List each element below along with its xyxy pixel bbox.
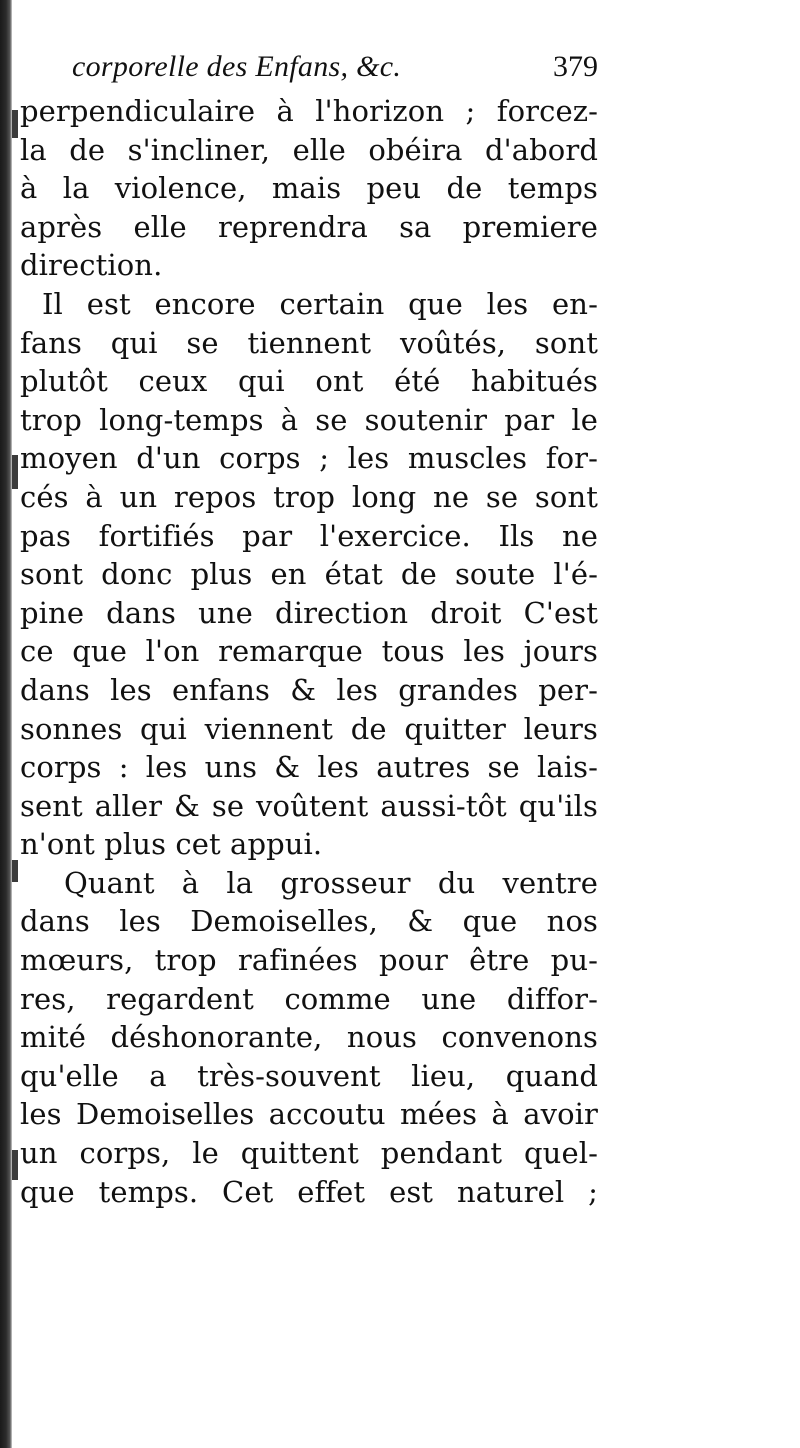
text-line: après elle reprendra sa premiere [20,209,598,244]
text-line: pine dans une direction droit C'est [20,595,598,630]
scan-artifact [12,860,18,882]
text-line: la de s'incliner, elle obéira d'abord [20,132,598,167]
text-line: pas fortifiés par l'exercice. Ils ne [20,518,598,553]
text-line: res, regardent comme une diffor- [20,981,598,1016]
text-line: sont donc plus en état de soute l'é- [20,557,598,592]
text-line: plutôt ceux qui ont été habitués [20,364,598,399]
page-gutter-shadow [0,0,12,1448]
text-line: n'ont plus cet appui. [20,827,323,862]
text-line: moyen d'un corps ; les muscles for- [20,441,598,476]
text-line: mœurs, trop rafinées pour être pu- [20,943,598,978]
paragraph-3 [20,864,598,1211]
scan-artifact [12,110,18,138]
running-head: corporelle des Enfans, &c. [72,50,402,83]
text-line: mité déshonorante, nous convenons [20,1020,598,1055]
text-line: corps : les uns & les autres se lais- [20,750,598,785]
text-line: un corps, le quittent pendant quel- [20,1136,598,1171]
book-page [20,42,598,1211]
text-line: perpendiculaire à l'horizon ; forcez- [20,94,598,128]
text-line: les Demoiselles accoutu mées à avoir [20,1097,598,1132]
text-line: cés à un repos trop long ne se sont [20,479,598,514]
page-number: 379 [553,50,598,83]
text-line: ce que l'on remarque tous les jours [20,634,598,669]
text-line: qu'elle a très-souvent lieu, quand [20,1058,598,1093]
scan-artifact [12,1150,18,1180]
text-line: à la violence, mais peu de temps [20,171,598,206]
text-line: sonnes qui viennent de quitter leurs [20,711,598,746]
scan-artifact [12,455,18,489]
text-line: trop long-temps à se soutenir par le [20,402,598,437]
text-line: dans les Demoiselles, & que nos [20,904,598,939]
paragraph-1 [20,92,598,285]
page-header [20,42,598,92]
paragraph-2 [20,285,598,864]
text-line: Quant à la grosseur du ventre [64,865,598,900]
text-line: fans qui se tiennent voûtés, sont [20,325,598,360]
text-line: que temps. Cet effet est naturel ; [20,1174,598,1209]
text-line: Il est encore certain que les en- [42,286,598,321]
text-line: sent aller & se voûtent aussi-tôt qu'ils [20,788,598,823]
text-line: dans les enfans & les grandes per- [20,672,598,707]
text-line: direction. [20,248,163,283]
